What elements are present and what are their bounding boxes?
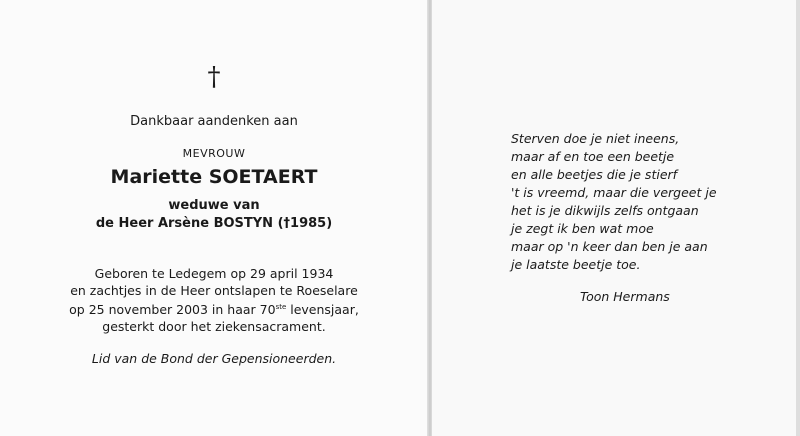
poem-line: Sterven doe je niet ineens, (511, 131, 680, 146)
bio-line3-ordinal: ste (275, 303, 287, 311)
poem-line: je laatste beetje toe. (511, 257, 641, 272)
poem-line: je zegt ik ben wat moe (511, 221, 654, 236)
bio-line-death-place: en zachtjes in de Heer ontslapen te Roeselare (70, 283, 358, 298)
bio-line3-suffix: levensjaar, (286, 302, 359, 318)
bio-line-sacrament: gesterkt door het ziekensacrament. (102, 319, 326, 335)
widow-of-label: weduwe van (168, 198, 260, 213)
cross-symbol: † (207, 62, 221, 92)
poem-line: en alle beetjes die je stierf (511, 167, 678, 182)
spouse-name: de Heer Arsène BOSTYN (†1985) (95, 216, 333, 231)
remembrance-heading: Dankbaar aandenken aan (130, 114, 298, 129)
title-mevrouw: MEVROUW (182, 147, 246, 160)
card-edge (796, 0, 800, 436)
bio-line-death-date (0, 299, 428, 318)
poem-line: maar af en toe een beetje (511, 149, 675, 164)
poem-line: het is je dikwijls zelfs ontgaan (511, 203, 699, 218)
bio-line3-prefix: op 25 november 2003 in haar 70 (69, 302, 276, 318)
bio-line-birth: Geboren te Ledegem op 29 april 1934 (94, 266, 334, 281)
poem-line: maar op 'n keer dan ben je aan (511, 239, 708, 254)
biography (0, 265, 428, 335)
poem (511, 130, 717, 274)
membership-note: Lid van de Bond der Gepensioneerden. (91, 351, 337, 366)
poem-line: 't is vreemd, maar die vergeet je (511, 185, 717, 200)
poem-author: Toon Hermans (580, 289, 670, 304)
deceased-name: Mariette SOETAERT (110, 166, 318, 188)
